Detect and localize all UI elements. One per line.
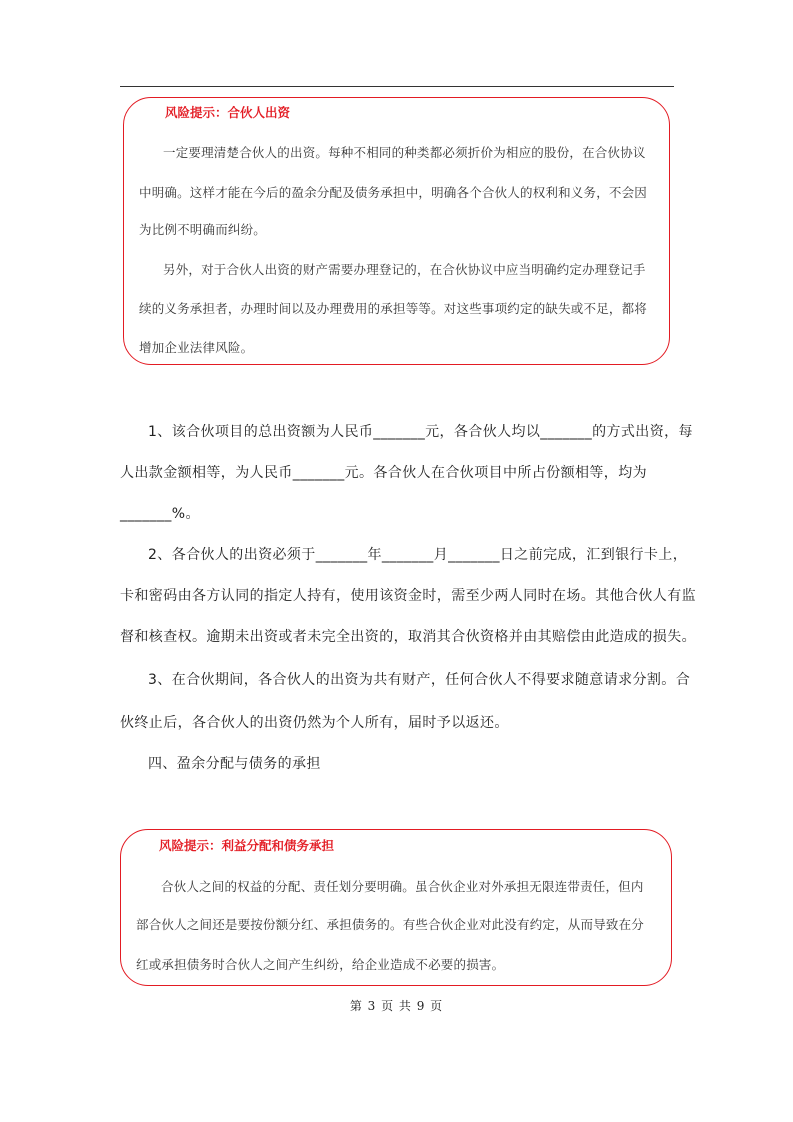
risk-box-capital-line: 一定要理清楚合伙人的出资。每种不相同的种类都必须折价为相应的股份，在合伙协议	[163, 145, 646, 160]
page-number: 第 3 页 共 9 页	[349, 999, 444, 1013]
clause-1-line: _______%。	[120, 506, 200, 522]
risk-box-profit-line: 红或承担债务时合伙人之间产生纠纷，给企业造成不必要的损害。	[136, 957, 505, 972]
clause-3-line: 3、在合伙期间，各合伙人的出资为共有财产，任何合伙人不得要求随意请求分割。合	[148, 672, 691, 688]
risk-box-capital-title: 风险提示：合伙人出资	[165, 105, 291, 120]
section-heading: 四、盈余分配与债务的承担	[148, 756, 321, 772]
risk-box-capital-line: 中明确。这样才能在今后的盈余分配及债务承担中，明确各个合伙人的权利和义务，不会因	[139, 185, 648, 200]
clause-1-line: 人出款金额相等，为人民币_______元。各合伙人在合伙项目中所占份额相等，均为	[120, 465, 647, 481]
risk-box-profit-line: 合伙人之间的权益的分配、责任划分要明确。虽合伙企业对外承担无限连带责任，但内	[161, 879, 644, 894]
risk-box-profit-line: 部合伙人之间还是要按份额分红、承担债务的。有些合伙企业对此没有约定，从而导致在分	[136, 917, 645, 932]
clause-1-line: 1、该合伙项目的总出资额为人民币_______元，各合伙人均以_______的方式出资，每	[148, 424, 693, 440]
clause-2-line: 卡和密码由各方认同的指定人持有，使用该资金时，需至少两人同时在场。其他合伙人有监	[120, 588, 696, 604]
risk-box-capital-line: 续的义务承担者，办理时间以及办理费用的承担等等。对这些事项约定的缺失或不足，都将	[139, 301, 648, 316]
risk-box-capital-line: 另外，对于合伙人出资的财产需要办理登记的，在合伙协议中应当明确约定办理登记手	[163, 262, 646, 277]
clause-2-line: 2、各合伙人的出资必须于_______年_______月_______日之前完成，汇到银行卡上，	[148, 547, 688, 563]
risk-box-profit-title: 风险提示：利益分配和债务承担	[159, 838, 335, 853]
clause-2-line: 督和核查权。逾期未出资或者未完全出资的，取消其合伙资格并由其赔偿由此造成的损失。	[120, 629, 696, 645]
risk-box-capital-line: 为比例不明确而纠纷。	[139, 222, 267, 237]
clause-3-line: 伙终止后，各合伙人的出资仍然为个人所有，届时予以返还。	[120, 715, 509, 731]
risk-box-capital-line: 增加企业法律风险。	[139, 340, 254, 355]
header-rule	[120, 86, 674, 87]
